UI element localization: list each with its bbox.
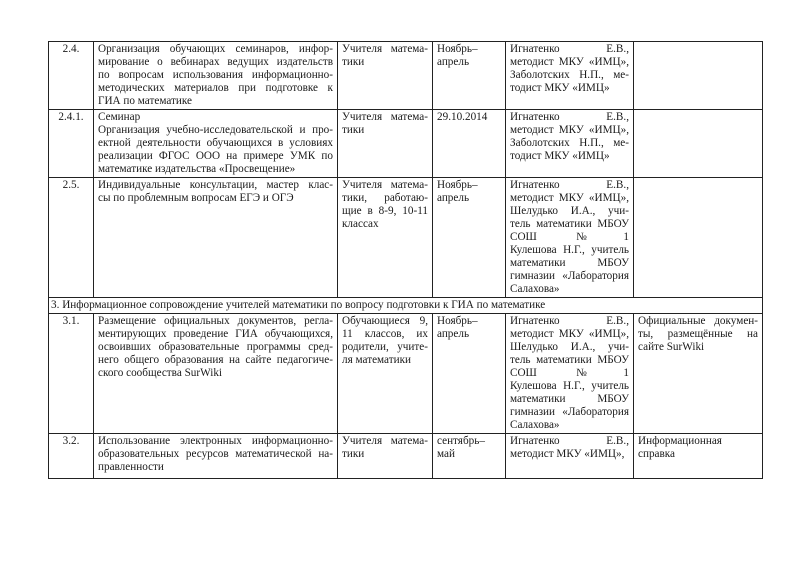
text-line: Официальные докумен- [638,315,758,327]
text-line: тики [342,124,365,136]
text-line: Кулешова Н.Г., учитель [510,244,629,256]
text-line: тики, работаю- [342,192,428,204]
table-row [49,314,763,434]
text-line: Информационная [638,435,722,447]
result-cell [634,178,763,298]
text-line: освоивших образовательные программы сред- [98,341,333,353]
text-line: сайте SurWiki [638,341,705,353]
text-line: методист МКУ «ИМЦ», [510,124,629,136]
dates-cell [433,42,506,110]
text-line: Ноябрь– [437,315,478,327]
text-line: Учителя матема- [342,111,428,123]
text-line: математике издательства «Просвещение» [98,163,296,175]
item-number: 3.2. [49,434,94,479]
text-line: тель математики МБОУ [510,218,629,230]
responsible-cell [506,178,634,298]
text-line: апрель [437,56,470,68]
text-line: математики МБОУ [510,257,629,269]
responsible-cell [506,42,634,110]
activity-cell [94,434,338,479]
text-line: методист МКУ «ИМЦ», [510,328,629,340]
result-cell [634,42,763,110]
text-line: 11 классов, их [342,328,428,340]
text-line: Учителя матема- [342,43,428,55]
result-cell [634,434,763,479]
text-line: сы по проблемным вопросам ЕГЭ и ОГЭ [98,192,294,204]
text-line: методист МКУ «ИМЦ», [510,448,625,460]
text-line: Заболотских Н.П., ме- [510,137,629,149]
item-number: 2.4. [49,42,94,110]
text-line: Использование электронных информационно- [98,435,333,447]
text-line: тики [342,56,365,68]
text-line: Салахова» [510,283,560,295]
text-line: Игнатенко Е.В., [510,315,629,327]
text-line: тель математики МБОУ [510,354,629,366]
table-row [49,178,763,298]
dates-cell [433,178,506,298]
text-line: ты, размещённые на [638,328,758,340]
text-line: Размещение официальных документов, регла- [98,315,333,327]
text-line: 29.10.2014 [437,111,488,123]
text-line: гимназии «Лаборатория [510,406,629,418]
dates-cell [433,314,506,434]
text-line: методических материалов при подготовке к [98,82,333,94]
result-cell [634,314,763,434]
text-line: правленности [98,461,164,473]
text-line: Салахова» [510,419,560,431]
text-line: ектной деятельности обучающихся в условиях [98,137,333,149]
responsible-cell [506,434,634,479]
text-line: методист МКУ «ИМЦ», [510,192,629,204]
text-line: Организация учебно-исследовательской и про- [98,124,333,136]
dates-cell [433,434,506,479]
text-line: ментирующих проведение ГИА обучающихся, [98,328,333,340]
responsible-cell [506,110,634,178]
text-line: Учителя матема- [342,179,428,191]
section-row [49,298,763,314]
item-number: 2.5. [49,178,94,298]
text-line: ского сообщества SurWiki [98,367,223,379]
activity-cell [94,314,338,434]
text-line: Обучающиеся 9, [342,315,428,327]
participants-cell [338,434,433,479]
responsible-cell [506,314,634,434]
text-line: СОШ №1 [510,367,629,379]
text-line: апрель [437,192,470,204]
text-line: Ноябрь– [437,179,478,191]
text-line: Заболотских Н.П., ме- [510,69,629,81]
activity-cell [94,42,338,110]
dates-cell [433,110,506,178]
text-line: Игнатенко Е.В., [510,435,629,447]
text-line: методист МКУ «ИМЦ», [510,56,629,68]
item-number: 3.1. [49,314,94,434]
table-row [49,110,763,178]
text-line: Игнатенко Е.В., [510,111,629,123]
text-line: СОШ №1 [510,231,629,243]
text-line: ля математики [342,354,412,366]
text-line: тодист МКУ «ИМЦ» [510,150,610,162]
text-line: образовательных ресурсов математической на- [98,448,333,460]
section-3-title: 3. Информационное сопровождение учителей математики по вопросу подготовки к ГИА по математике [49,298,763,314]
text-line: Кулешова Н.Г., учитель [510,380,629,392]
text-line: май [437,448,455,460]
text-line: Учителя матема- [342,435,428,447]
text-line: мирование о вебинарах ведущих издательств [98,56,333,68]
participants-cell [338,178,433,298]
text-line: Ноябрь– [437,43,478,55]
participants-cell [338,42,433,110]
text-line: Организация обучающих семинаров, инфор- [98,43,333,55]
activity-cell [94,178,338,298]
activity-cell [94,110,338,178]
text-line: Игнатенко Е.В., [510,43,629,55]
text-line: Шелудько И.А., учи- [510,205,629,217]
text-line: ГИА по математике [98,95,193,107]
text-line: Игнатенко Е.В., [510,179,629,191]
text-line: тики [342,448,365,460]
text-line: Шелудько И.А., учи- [510,341,629,353]
participants-cell [338,314,433,434]
text-line: Индивидуальные консультации, мастер клас- [98,179,333,191]
text-line: тодист МКУ «ИМЦ» [510,82,610,94]
item-number: 2.4.1. [49,110,94,178]
text-line: апрель [437,328,470,340]
text-line: щие в 8-9, 10-11 [342,205,428,217]
text-line: справка [638,448,676,460]
table-row [49,42,763,110]
text-line: классах [342,218,379,230]
text-line: математики МБОУ [510,393,629,405]
text-line: гимназии «Лаборатория [510,270,629,282]
text-line: него общего образования на сайте педагогиче- [98,354,333,366]
table-row [49,434,763,479]
participants-cell [338,110,433,178]
result-cell [634,110,763,178]
text-line: сентябрь– [437,435,485,447]
text-line: Семинар [98,111,141,123]
text-line: по вопросам использования информационно- [98,69,333,81]
plan-table [48,41,763,479]
text-line: родители, учите- [342,341,428,353]
text-line: реализации ФГОС ООО на примере УМК по [98,150,333,162]
